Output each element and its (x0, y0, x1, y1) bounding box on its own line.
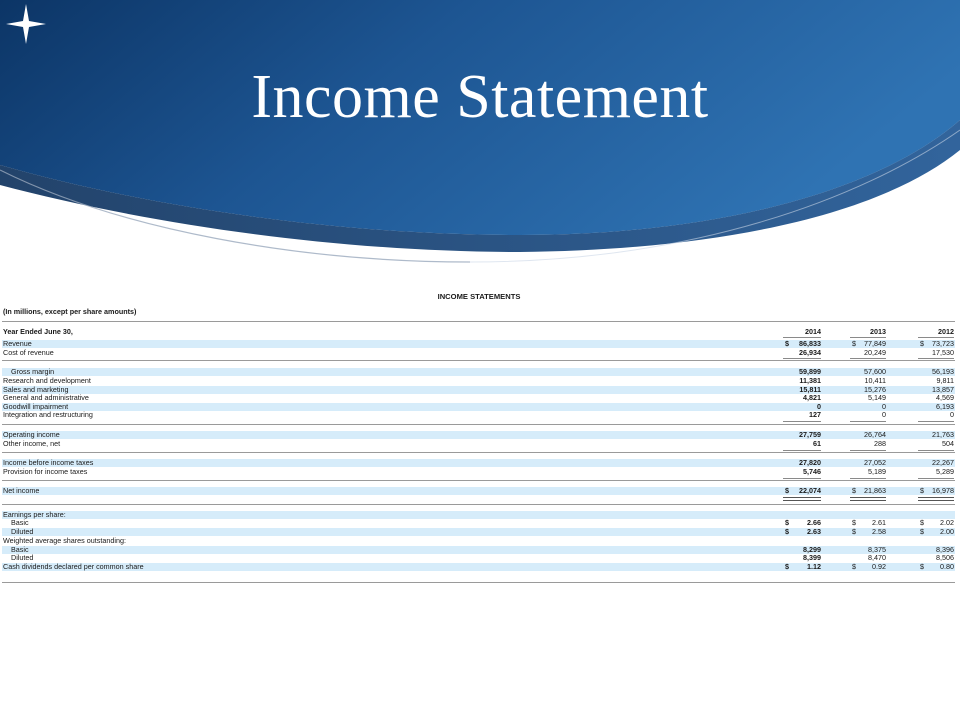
row-label: Sales and marketing (3, 385, 69, 394)
subtotal-rule (850, 358, 886, 359)
value-2014: 59,899 (799, 367, 821, 376)
value-2013: 0 (882, 410, 886, 419)
row-label: Cost of revenue (3, 348, 54, 357)
year-header-label: Year Ended June 30, (3, 327, 73, 336)
table-row-general-and-administrative-5 (2, 394, 955, 402)
value-2013: 0 (882, 402, 886, 411)
value-2014: 61 (813, 439, 821, 448)
value-2012: 4,569 (936, 393, 954, 402)
currency-symbol: $ (785, 562, 789, 571)
currency-symbol: $ (852, 518, 856, 527)
row-label: Provision for income taxes (3, 467, 88, 476)
currency-symbol: $ (852, 339, 856, 348)
table-header-row (2, 328, 955, 336)
value-2013: 57,600 (864, 367, 886, 376)
currency-symbol: $ (920, 527, 924, 536)
subtotal-rule (918, 450, 954, 451)
value-2012: 6,193 (936, 402, 954, 411)
value-2012: 9,811 (936, 376, 954, 385)
header-banner (0, 0, 960, 280)
row-label: Basic (11, 518, 29, 527)
value-2012: 17,530 (932, 348, 954, 357)
value-2013: 20,249 (864, 348, 886, 357)
value-2014: 15,811 (799, 385, 821, 394)
value-2014: 127 (809, 410, 821, 419)
row-label: Research and development (3, 376, 91, 385)
value-2014: 11,381 (799, 376, 821, 385)
row-label: Other income, net (3, 439, 61, 448)
row-label: Revenue (3, 339, 32, 348)
row-label: Weighted average shares outstanding: (3, 536, 126, 545)
row-label: Goodwill impairment (3, 402, 69, 411)
value-2012: 22,267 (932, 458, 954, 467)
col-rule-2013 (850, 337, 886, 338)
value-2013: 288 (874, 439, 886, 448)
table-row-provision-for-income-taxes-11 (2, 468, 955, 476)
row-label: Cash dividends declared per common share (3, 562, 144, 571)
value-2014: 27,759 (799, 430, 821, 439)
statement-title: INCOME STATEMENTS (437, 292, 521, 301)
value-2014: 26,934 (799, 348, 821, 357)
currency-symbol: $ (785, 527, 789, 536)
value-2014: 5,746 (803, 467, 821, 476)
value-2012: 8,396 (936, 545, 954, 554)
value-2014: 8,399 (803, 553, 821, 562)
row-label: Income before income taxes (3, 458, 94, 467)
value-2014: 0 (817, 402, 821, 411)
currency-symbol: $ (920, 562, 924, 571)
value-2012: 56,193 (932, 367, 954, 376)
row-label: Basic (11, 545, 29, 554)
table-row-net-income-12 (2, 487, 955, 495)
income-statement-table (0, 290, 958, 590)
currency-symbol: $ (852, 486, 856, 495)
value-2013: 5,149 (868, 393, 886, 402)
subtotal-rule (850, 421, 886, 422)
subtotal-rule (918, 358, 954, 359)
value-2013: 5,189 (868, 467, 886, 476)
row-label: Earnings per share: (3, 510, 66, 519)
row-label: Diluted (11, 553, 34, 562)
value-2012: 0.80 (940, 562, 954, 571)
sparkle-icon (6, 4, 46, 44)
year-2012-header: 2012 (938, 327, 954, 336)
subtotal-rule (783, 421, 821, 422)
value-2012: 8,506 (936, 553, 954, 562)
table-bottom-rule (2, 582, 955, 583)
value-2014: 8,299 (803, 545, 821, 554)
value-2012: 73,723 (932, 339, 954, 348)
subtotal-rule (850, 478, 886, 479)
row-label: Integration and restructuring (3, 410, 93, 419)
total-double-rule (850, 497, 886, 501)
currency-symbol: $ (852, 562, 856, 571)
units-note: (In millions, except per share amounts) (3, 307, 137, 316)
table-row-cost-of-revenue-1 (2, 349, 955, 357)
value-2014: 86,833 (799, 339, 821, 348)
section-rule (2, 360, 955, 361)
value-2013: 77,849 (864, 339, 886, 348)
value-2013: 15,276 (864, 385, 886, 394)
value-2013: 21,863 (864, 486, 886, 495)
section-rule (2, 424, 955, 425)
value-2013: 2.58 (872, 527, 886, 536)
currency-symbol: $ (920, 486, 924, 495)
row-label: General and administrative (3, 393, 89, 402)
section-rule (2, 452, 955, 453)
value-2014: 2.66 (807, 518, 821, 527)
subtotal-rule (918, 421, 954, 422)
value-2014: 22,074 (799, 486, 821, 495)
value-2012: 0 (950, 410, 954, 419)
value-2012: 2.02 (940, 518, 954, 527)
value-2013: 8,470 (868, 553, 886, 562)
value-2013: 8,375 (868, 545, 886, 554)
currency-symbol: $ (785, 486, 789, 495)
value-2014: 4,821 (803, 393, 821, 402)
currency-symbol: $ (785, 339, 789, 348)
header-rule-top (2, 321, 955, 322)
year-2014-header: 2014 (805, 327, 821, 336)
table-row-integration-and-restructuring-7 (2, 411, 955, 419)
row-label: Diluted (11, 527, 34, 536)
value-2013: 10,411 (864, 376, 886, 385)
value-2013: 2.61 (872, 518, 886, 527)
col-rule-2014 (783, 337, 821, 338)
value-2012: 21,763 (932, 430, 954, 439)
section-rule (2, 504, 955, 505)
col-rule-2012 (918, 337, 954, 338)
year-2013-header: 2013 (870, 327, 886, 336)
table-row-other-income-net-9 (2, 440, 955, 448)
value-2014: 2.63 (807, 527, 821, 536)
subtotal-rule (783, 478, 821, 479)
currency-symbol: $ (852, 527, 856, 536)
total-double-rule (783, 497, 821, 501)
subtotal-rule (918, 478, 954, 479)
slide-title: Income Statement (251, 63, 709, 131)
value-2013: 27,052 (864, 458, 886, 467)
value-2014: 1.12 (807, 562, 821, 571)
table-row-diluted-15 (2, 528, 955, 536)
value-2012: 2.00 (940, 527, 954, 536)
currency-symbol: $ (785, 518, 789, 527)
value-2012: 16,978 (932, 486, 954, 495)
table-row-cash-dividends-declared-per-common-share-19 (2, 563, 955, 571)
value-2014: 27,820 (799, 458, 821, 467)
subtotal-rule (850, 450, 886, 451)
section-rule (2, 480, 955, 481)
value-2012: 504 (942, 439, 954, 448)
value-2013: 0.92 (872, 562, 886, 571)
row-label: Gross margin (11, 367, 55, 376)
currency-symbol: $ (920, 518, 924, 527)
subtotal-rule (783, 450, 821, 451)
value-2013: 26,764 (864, 430, 886, 439)
value-2012: 13,857 (932, 385, 954, 394)
row-label: Net income (3, 486, 40, 495)
currency-symbol: $ (920, 339, 924, 348)
subtotal-rule (783, 358, 821, 359)
value-2012: 5,289 (936, 467, 954, 476)
total-double-rule (918, 497, 954, 501)
row-label: Operating income (3, 430, 60, 439)
